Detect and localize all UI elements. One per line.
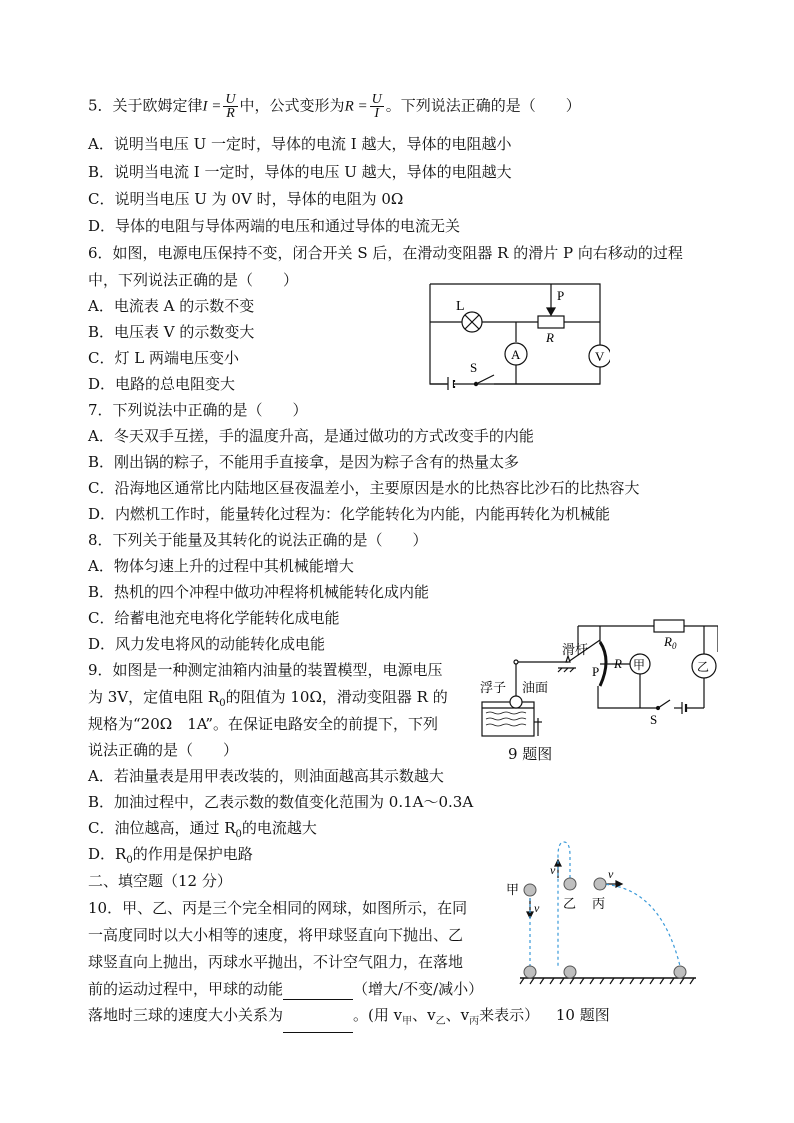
q8-option-a: A．物体匀速上升的过程中其机械能增大 — [88, 557, 354, 575]
q10-stem-line5: 落地时三球的速度大小关系为 。(用 $v_甲$、$v_乙$、$v_丙$来表示） 10 题图 — [88, 1004, 610, 1033]
q6-option-a: A．电流表 A 的示数不变 — [88, 297, 255, 315]
velocity-label-bing: v — [608, 867, 614, 881]
q5-option-d: D．导体的电阻与导体两端的电压和通过导体的电流无关 — [88, 217, 461, 235]
q10-balls-diagram — [500, 838, 700, 986]
q9-option-a: A．若油量表是用甲表改装的，则油面越高其示数越大 — [88, 767, 444, 785]
q5-option-a: A．说明当电压 U 一定时，导体的电流 I 越大，导体的电阻越小 — [88, 135, 512, 153]
q9-oil-gauge-diagram — [478, 612, 718, 742]
switch-label: S — [650, 712, 658, 727]
q9-stem-line3: 规格为“20Ω 1A”。在保证电路安全的前提下，下列 — [88, 715, 439, 733]
q7-option-c: C．沿海地区通常比内陆地区昼夜温差小，主要原因是水的比热容比沙石的比热容大 — [88, 479, 640, 497]
q6-option-c: C．灯 L 两端电压变小 — [88, 349, 239, 367]
q7-option-d: D．内燃机工作时，能量转化过程为：化学能转化为内能，内能再转化为机械能 — [88, 505, 611, 523]
kinetic-energy-blank[interactable] — [283, 983, 353, 1000]
slider-label: P — [557, 288, 565, 303]
q6-stem-line1: 6．如图，电源电压保持不变，闭合开关 S 后，在滑动变阻器 R 的滑片 P 向右移动的过程 — [88, 244, 683, 262]
q9-option-d: D．$R_0$的作用是保护电路 — [88, 845, 253, 866]
float-label: 浮子 — [480, 680, 507, 695]
q8-option-b: B．热机的四个冲程中做功冲程将机械能转化成内能 — [88, 583, 430, 601]
q5-option-c: C．说明当电压 U 为 0V 时，导体的电阻为 0Ω — [88, 190, 404, 208]
q9-option-b: B．加油过程中，乙表示数的数值变化范围为 0.1A～0.3A — [88, 793, 474, 811]
q5-option-b: B．说明当电流 I 一定时，导体的电压 U 越大，导体的电阻越大 — [88, 163, 512, 181]
lever-label: 滑杆 — [562, 642, 589, 657]
ball-yi-label: 乙 — [563, 896, 577, 911]
meter-jia-label: 甲 — [633, 658, 646, 672]
section-2-title: 二、填空题（12 分） — [88, 872, 232, 890]
lamp-label: L — [456, 299, 465, 314]
speed-relation-blank[interactable] — [283, 1016, 353, 1033]
q9-stem-line2: 为 3V，定值电阻 $R_0$的阻值为 10Ω，滑动变阻器 R 的 — [88, 688, 448, 709]
q10-stem-line3: 球竖直向上抛出，丙球水平抛出，不计空气阻力，在落地 — [88, 953, 464, 971]
ball-jia-label: 甲 — [506, 882, 520, 897]
q8-stem: 8．下列关于能量及其转化的说法正确的是（ ） — [88, 531, 428, 549]
ball-bing-label: 丙 — [592, 896, 606, 911]
q8-option-c: C．给蓄电池充电将化学能转化成电能 — [88, 609, 340, 627]
voltmeter-label: V — [595, 349, 605, 364]
q10-stem-line2: 一高度同时以大小相等的速度，将甲球竖直向下抛出、乙 — [88, 926, 464, 944]
fraction-u-over-r: $\frac{U}{R}$ — [225, 92, 236, 121]
velocity-label-jia: v — [534, 901, 540, 915]
q9-option-c: C．油位越高，通过 $R_0$的电流越大 — [88, 819, 317, 840]
rheostat-label: R — [546, 330, 554, 345]
fraction-u-over-i: $\frac{U}{I}$ — [371, 92, 382, 121]
q6-circuit-diagram — [420, 278, 610, 390]
slider-label: P — [592, 664, 600, 679]
ammeter-label: A — [511, 347, 521, 362]
q10-stem-line1: 10．甲、乙、丙是三个完全相同的网球，如图所示，在同 — [88, 899, 468, 917]
velocity-label-yi: v — [550, 863, 556, 877]
q6-option-b: B．电压表 V 的示数变大 — [88, 323, 255, 341]
q7-stem: 7．下列说法中正确的是（ ） — [88, 401, 308, 419]
switch-label: S — [470, 360, 478, 375]
q8-option-d: D．风力发电将风的动能转化成电能 — [88, 635, 326, 653]
q7-option-b: B．刚出锅的粽子，不能用手直接拿，是因为粽子含有的热量太多 — [88, 453, 520, 471]
q9-stem-line4: 说法正确的是（ ） — [88, 741, 239, 759]
meter-yi-label: 乙 — [697, 660, 710, 674]
q7-option-a: A．冬天双手互搓，手的温度升高，是通过做功的方式改变手的内能 — [88, 427, 534, 445]
oil-level-label: 油面 — [522, 680, 549, 695]
q9-caption: 9 题图 — [508, 745, 553, 763]
r0-label: $R_0$ — [664, 634, 677, 651]
q10-stem-line4: 前的运动过程中，甲球的动能 （增大/不变/减小） — [88, 980, 484, 998]
q5-stem: 5．关于欧姆定律I = $\frac{U}{R}$ 中，公式变形为R = $\frac{U}{I}$ 。下列说法正确的是（ ） — [88, 92, 581, 121]
q9-stem-line1: 9．如图是一种测定油箱内油量的装置模型，电源电压 — [88, 661, 443, 679]
q6-stem-line2: 中，下列说法正确的是（ ） — [88, 271, 299, 289]
rheostat-label: R — [614, 656, 622, 671]
q10-caption: 10 题图 — [555, 1006, 610, 1024]
q6-option-d: D．电路的总电阻变大 — [88, 375, 236, 393]
